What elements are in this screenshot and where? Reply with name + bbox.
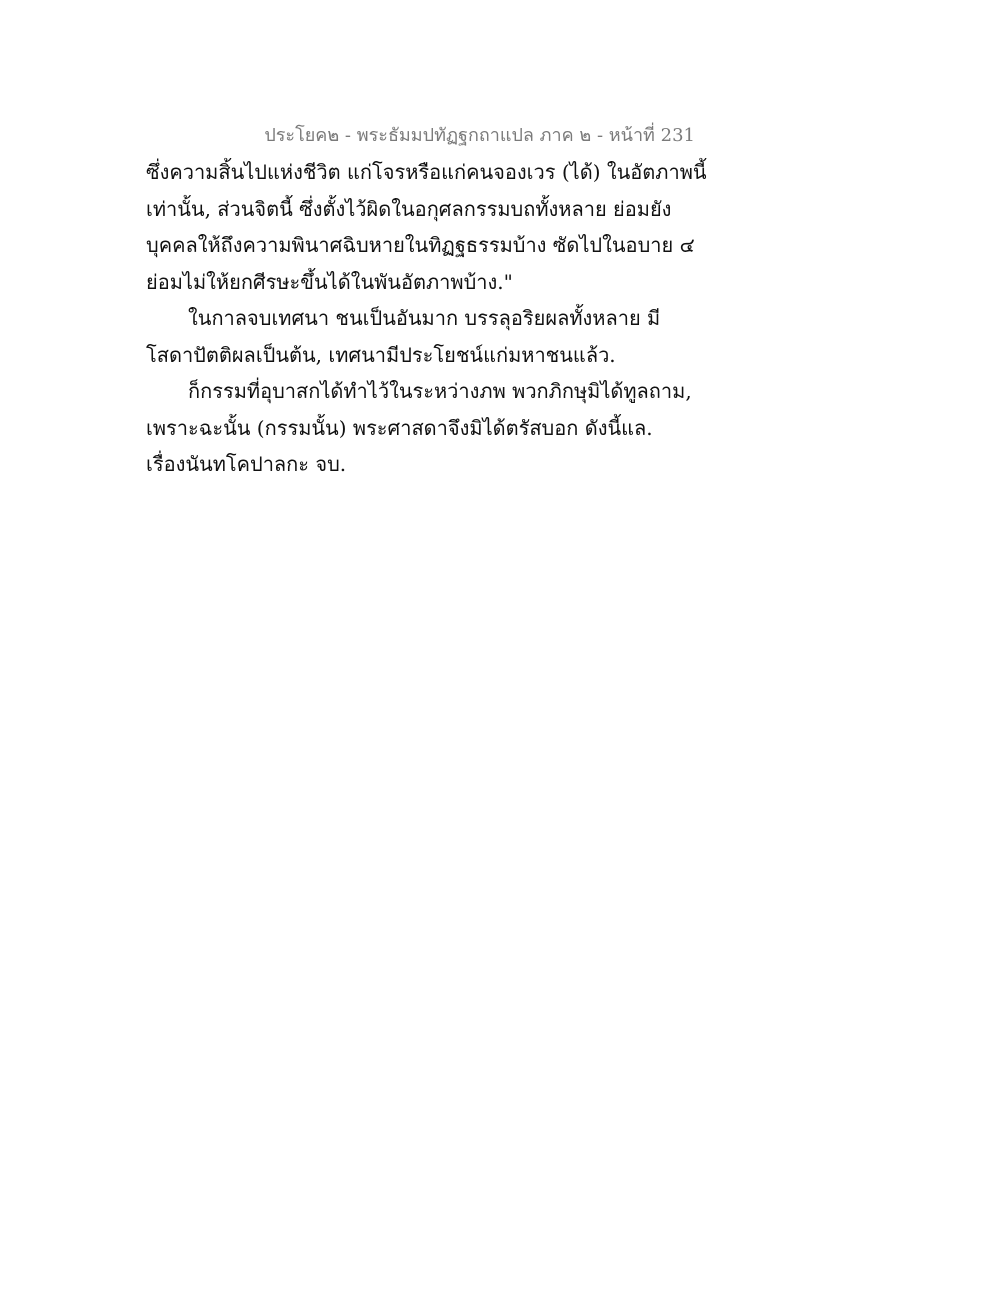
text-line: บุคคลให้ถึงความพินาศฉิบหายในทิฏฐธรรมบ้าง ซัดไปในอบาย ๔ xyxy=(146,233,695,257)
text-line: ย่อมไม่ให้ยกศีรษะขึ้นได้ในพันอัตภาพบ้าง." xyxy=(146,269,513,294)
story-end-line: เรื่องนันทโคปาลกะ จบ. xyxy=(146,452,347,476)
body-text xyxy=(146,154,706,483)
running-header: ประโยค๒ - พระธัมมปทัฏฐกถาแปล ภาค ๒ - หน้าที่ 231 xyxy=(264,125,695,146)
text-line: เท่านั้น, ส่วนจิตนี้ ซึ่งตั้งไว้ผิดในอกุศลกรรมบถทั้งหลาย ย่อมยัง xyxy=(146,196,672,221)
paragraph-start-line: ในกาลจบเทศนา ชนเป็นอันมาก บรรลุอริยผลทั้งหลาย มี xyxy=(188,306,661,330)
text-line: โสดาปัตติผลเป็นต้น, เทศนามีประโยชน์แก่มหาชนแล้ว. xyxy=(146,342,616,367)
text-line: เพราะฉะนั้น (กรรมนั้น) พระศาสดาจึงมิได้ตรัสบอก ดังนี้แล. xyxy=(146,415,653,440)
text-line: ซึ่งความสิ้นไปแห่งชีวิต แก่โจรหรือแก่คนจองเวร (ได้) ในอัตภาพนี้ xyxy=(146,160,707,184)
paragraph-start-line: ก็กรรมที่อุบาสกได้ทำไว้ในระหว่างภพ พวกภิกษุมิได้ทูลถาม, xyxy=(188,379,692,403)
